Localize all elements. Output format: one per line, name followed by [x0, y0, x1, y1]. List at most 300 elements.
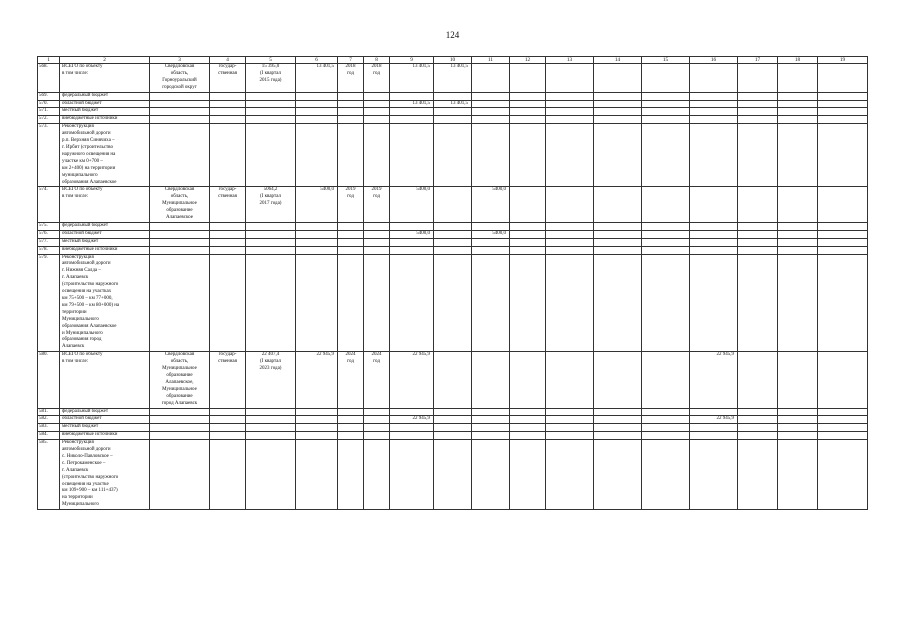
table-cell [594, 254, 642, 352]
table-cell [338, 230, 364, 238]
table-cell [390, 238, 434, 246]
table-cell [818, 440, 868, 510]
table-cell [594, 432, 642, 440]
table-cell: Свердловская область, Муниципальное образование Алапаевское [150, 187, 210, 223]
table-cell [434, 246, 472, 254]
table-cell: 13 401,5 [390, 64, 434, 93]
table-cell [738, 124, 778, 187]
table-cell [594, 246, 642, 254]
header-cell: 19 [818, 57, 868, 64]
table-cell [364, 408, 390, 416]
table-cell [546, 352, 594, 408]
table-cell [642, 408, 690, 416]
table-row [38, 108, 868, 116]
table-cell [594, 100, 642, 108]
table-cell [546, 108, 594, 116]
table-cell [690, 100, 738, 108]
table-cell [738, 254, 778, 352]
table-cell: 22 945,9 [390, 416, 434, 424]
table-cell [510, 424, 546, 432]
table-cell [472, 424, 510, 432]
table-cell [390, 440, 434, 510]
table-cell [510, 100, 546, 108]
table-cell: 5400,0 [296, 187, 338, 223]
table-cell [246, 246, 296, 254]
table-row [38, 187, 868, 223]
row-number-cell: 582. [38, 416, 60, 424]
header-cell: 17 [738, 57, 778, 64]
table-cell [364, 416, 390, 424]
table-cell [364, 100, 390, 108]
row-label-cell: областной бюджет [60, 416, 150, 424]
table-row [38, 124, 868, 187]
table-cell: 22 945,9 [690, 352, 738, 408]
table-cell [338, 108, 364, 116]
table-cell [738, 187, 778, 223]
header-cell: 14 [594, 57, 642, 64]
row-number-cell: 575. [38, 222, 60, 230]
table-cell [246, 440, 296, 510]
table-cell [778, 230, 818, 238]
table-cell [472, 124, 510, 187]
table-cell [818, 222, 868, 230]
table-cell [390, 246, 434, 254]
table-cell [364, 108, 390, 116]
header-cell: 4 [210, 57, 246, 64]
table-cell [510, 64, 546, 93]
table-cell [434, 432, 472, 440]
table-cell [246, 416, 296, 424]
table-cell [472, 416, 510, 424]
table-cell [818, 246, 868, 254]
header-cell: 1 [38, 57, 60, 64]
table-cell [738, 238, 778, 246]
table-cell: 5400,0 [390, 230, 434, 238]
table-cell [338, 432, 364, 440]
row-number-cell: 569. [38, 92, 60, 100]
row-label-cell: местный бюджет [60, 238, 150, 246]
table-cell [546, 254, 594, 352]
table-cell [150, 408, 210, 416]
table-cell: 2024 год [364, 352, 390, 408]
table-cell [778, 124, 818, 187]
table-cell [738, 408, 778, 416]
table-cell: 15 395,0 (I квартал 2015 года) [246, 64, 296, 93]
table-cell [642, 416, 690, 424]
table-cell [210, 124, 246, 187]
table-cell: 5064,2 (I квартал 2017 года) [246, 187, 296, 223]
table-cell [690, 440, 738, 510]
row-label-cell: внебюджетные источники [60, 246, 150, 254]
table-cell: 13 401,5 [296, 64, 338, 93]
table-cell [472, 222, 510, 230]
table-cell [546, 246, 594, 254]
table-cell [434, 124, 472, 187]
table-cell [738, 108, 778, 116]
table-cell: 2019 год [364, 187, 390, 223]
table-cell [690, 108, 738, 116]
table-cell [642, 246, 690, 254]
table-cell [246, 92, 296, 100]
row-label-cell: федеральный бюджет [60, 92, 150, 100]
page-number: 124 [445, 30, 460, 40]
table-cell [546, 124, 594, 187]
table-cell [338, 416, 364, 424]
table-cell: 13 401,5 [390, 100, 434, 108]
header-cell: 16 [690, 57, 738, 64]
table-cell [338, 92, 364, 100]
table-cell [246, 222, 296, 230]
table-cell [296, 92, 338, 100]
table-cell [738, 116, 778, 124]
table-cell [296, 222, 338, 230]
header-cell: 2 [60, 57, 150, 64]
table-cell [150, 254, 210, 352]
table-cell [778, 352, 818, 408]
table-cell: 22 945,9 [296, 352, 338, 408]
table-cell [510, 187, 546, 223]
table-cell [150, 116, 210, 124]
table-cell: государ- ственная [210, 187, 246, 223]
table-cell [296, 416, 338, 424]
table-cell [338, 246, 364, 254]
table-cell [246, 424, 296, 432]
header-cell: 13 [546, 57, 594, 64]
table-cell [510, 254, 546, 352]
table-row [38, 92, 868, 100]
table-cell [818, 416, 868, 424]
table-cell [594, 116, 642, 124]
table-cell [738, 222, 778, 230]
table-cell [778, 116, 818, 124]
row-label-cell: Реконструкция автомобильной дороги р.п. Верхняя Синячиха – г. Ирбит (строительство наружного освещения на участке км 0+700 – км 2+400) на территории муниципального образования Алапаевское [60, 124, 150, 187]
table-cell [642, 116, 690, 124]
table-cell [510, 440, 546, 510]
table-cell [210, 432, 246, 440]
row-number-cell: 573. [38, 124, 60, 187]
table-cell [510, 238, 546, 246]
row-label-cell: ВСЕГО по объекту в том числе: [60, 187, 150, 223]
table-cell [690, 230, 738, 238]
table-cell [364, 424, 390, 432]
table-cell [296, 124, 338, 187]
table-row [38, 64, 868, 93]
table-cell: 22 945,9 [390, 352, 434, 408]
table-cell [642, 64, 690, 93]
table-cell [210, 222, 246, 230]
table-cell [434, 92, 472, 100]
table-cell [642, 187, 690, 223]
table-cell [338, 116, 364, 124]
table-cell [364, 230, 390, 238]
table-cell [338, 124, 364, 187]
table-cell [778, 254, 818, 352]
table-cell [778, 100, 818, 108]
table-cell [364, 92, 390, 100]
row-label-cell: ВСЕГО по объекту в том числе: [60, 64, 150, 93]
table-cell [642, 124, 690, 187]
table-cell [642, 424, 690, 432]
table-cell [818, 254, 868, 352]
table-cell [546, 92, 594, 100]
table-cell [150, 230, 210, 238]
table-cell [296, 100, 338, 108]
table-row [38, 254, 868, 352]
table-cell [818, 108, 868, 116]
header-cell: 18 [778, 57, 818, 64]
table-cell [594, 92, 642, 100]
header-cell: 3 [150, 57, 210, 64]
table-cell [364, 238, 390, 246]
table-cell [510, 352, 546, 408]
row-label-cell: областной бюджет [60, 230, 150, 238]
table-cell: 22 945,9 [690, 416, 738, 424]
row-number-cell: 580. [38, 352, 60, 408]
table-cell [546, 416, 594, 424]
row-number-cell: 570. [38, 100, 60, 108]
table-cell [210, 254, 246, 352]
table-cell [738, 352, 778, 408]
row-label-cell: Реконструкция автомобильной дороги с. Николо-Павловское – с. Петрокаменское – г. Алапаевск (строительство наружного освещения на участке км 109+900 – км 111+437) на территории Муниципального [60, 440, 150, 510]
table-cell [594, 408, 642, 416]
table-cell [642, 108, 690, 116]
table-cell [818, 92, 868, 100]
header-cell: 7 [338, 57, 364, 64]
table-cell: 2018 год [364, 64, 390, 93]
table-cell [246, 408, 296, 416]
table-cell [738, 416, 778, 424]
table-cell [150, 246, 210, 254]
table-cell [546, 408, 594, 416]
table-cell [246, 100, 296, 108]
table-cell [150, 100, 210, 108]
table-cell [296, 230, 338, 238]
table-cell [778, 432, 818, 440]
table-row [38, 352, 868, 408]
table-cell [510, 408, 546, 416]
table-cell [738, 424, 778, 432]
table-cell [690, 222, 738, 230]
header-cell: 10 [434, 57, 472, 64]
table-row [38, 116, 868, 124]
table-cell [364, 124, 390, 187]
table-cell [738, 92, 778, 100]
table-cell: Свердловская область, Муниципальное образование Алапаевское, Муниципальное образование город Алапаевск [150, 352, 210, 408]
table-cell [778, 92, 818, 100]
table-cell [434, 416, 472, 424]
table-cell [434, 108, 472, 116]
table-cell [210, 416, 246, 424]
table-cell [818, 352, 868, 408]
table-cell [818, 424, 868, 432]
table-cell [246, 108, 296, 116]
table-cell [778, 424, 818, 432]
table-cell [546, 222, 594, 230]
table-cell [390, 124, 434, 187]
table-cell [364, 116, 390, 124]
row-number-cell: 568. [38, 64, 60, 93]
table-row [38, 432, 868, 440]
table-cell [246, 238, 296, 246]
table-cell [390, 108, 434, 116]
table-cell [738, 230, 778, 238]
header-cell: 9 [390, 57, 434, 64]
row-label-cell: внебюджетные источники [60, 432, 150, 440]
table-cell [338, 440, 364, 510]
row-label-cell: местный бюджет [60, 108, 150, 116]
table-cell [546, 432, 594, 440]
row-number-cell: 584. [38, 432, 60, 440]
row-number-cell: 576. [38, 230, 60, 238]
table-cell: 5400,0 [472, 187, 510, 223]
table-cell [778, 64, 818, 93]
header-cell: 12 [510, 57, 546, 64]
table-cell [510, 108, 546, 116]
table-cell [594, 440, 642, 510]
header-cell: 11 [472, 57, 510, 64]
table-cell [642, 230, 690, 238]
table-cell [390, 92, 434, 100]
table-cell [472, 108, 510, 116]
table-cell [390, 254, 434, 352]
table-cell [434, 116, 472, 124]
table-cell: государ- ственная [210, 64, 246, 93]
table-cell [472, 246, 510, 254]
table-cell [210, 116, 246, 124]
table-cell [150, 424, 210, 432]
table-cell [150, 238, 210, 246]
table-cell: Свердловская область, Горноуральский городской округ [150, 64, 210, 93]
table-cell [296, 238, 338, 246]
table-cell [150, 124, 210, 187]
row-label-cell: внебюджетные источники [60, 116, 150, 124]
table-cell [434, 222, 472, 230]
table-cell [434, 408, 472, 416]
table-cell [364, 246, 390, 254]
table-cell [338, 254, 364, 352]
table-cell [472, 352, 510, 408]
table-cell [738, 246, 778, 254]
table-cell [642, 222, 690, 230]
table-row [38, 424, 868, 432]
table-cell [642, 440, 690, 510]
table-cell: 22 407,4 (I квартал 2023 года) [246, 352, 296, 408]
table-cell [434, 254, 472, 352]
table-cell [510, 416, 546, 424]
row-label-cell: местный бюджет [60, 424, 150, 432]
row-number-cell: 577. [38, 238, 60, 246]
table-header-row [38, 57, 868, 64]
table-cell [690, 116, 738, 124]
table-cell [778, 416, 818, 424]
table-cell [364, 440, 390, 510]
row-number-cell: 571. [38, 108, 60, 116]
table-cell [690, 408, 738, 416]
table-cell [472, 408, 510, 416]
table-cell [738, 100, 778, 108]
table-cell [150, 416, 210, 424]
table-cell [296, 116, 338, 124]
table-cell [338, 100, 364, 108]
table-cell [594, 230, 642, 238]
table-cell: 2024 год [338, 352, 364, 408]
budget-table [37, 56, 868, 510]
table-cell [818, 100, 868, 108]
table-cell [246, 124, 296, 187]
table-cell [210, 424, 246, 432]
table-cell [642, 432, 690, 440]
table-cell [472, 116, 510, 124]
table-cell [642, 254, 690, 352]
table-cell [594, 238, 642, 246]
table-cell [642, 100, 690, 108]
table-cell [296, 108, 338, 116]
table-cell [594, 352, 642, 408]
table-cell [150, 108, 210, 116]
header-cell: 5 [246, 57, 296, 64]
table-cell [210, 100, 246, 108]
table-row [38, 246, 868, 254]
table-cell [546, 64, 594, 93]
table-cell [818, 238, 868, 246]
table-cell [546, 238, 594, 246]
table-cell [778, 238, 818, 246]
table-cell [778, 187, 818, 223]
table-cell: 2019 год [338, 187, 364, 223]
row-number-cell: 574. [38, 187, 60, 223]
row-number-cell: 581. [38, 408, 60, 416]
table-cell [690, 187, 738, 223]
table-cell [690, 238, 738, 246]
table-cell [546, 116, 594, 124]
table-cell [296, 246, 338, 254]
table-row [38, 440, 868, 510]
header-cell: 15 [642, 57, 690, 64]
table-cell [818, 124, 868, 187]
table-cell [594, 416, 642, 424]
row-label-cell: Реконструкция автомобильной дороги г. Нижняя Салда – г. Алапаевск (строительство наружного освещения на участках км 75+500 – км 77+000, км 79+500 – км 80+000) на территории Муниципального образования Алапаевское и Муниципального образования город Алапаевск [60, 254, 150, 352]
row-number-cell: 578. [38, 246, 60, 254]
table-cell: 13 401,5 [434, 100, 472, 108]
table-cell [434, 238, 472, 246]
table-cell [434, 230, 472, 238]
table-cell [364, 254, 390, 352]
table-cell [778, 408, 818, 416]
table-cell [594, 222, 642, 230]
table-cell [778, 222, 818, 230]
table-cell [546, 424, 594, 432]
table-cell [690, 124, 738, 187]
table-cell [818, 432, 868, 440]
table-cell [338, 408, 364, 416]
table-cell [390, 222, 434, 230]
table-cell [390, 408, 434, 416]
table-cell [472, 100, 510, 108]
row-label-cell: федеральный бюджет [60, 222, 150, 230]
table-cell [296, 424, 338, 432]
table-cell [738, 432, 778, 440]
table-cell [690, 432, 738, 440]
table-cell [778, 246, 818, 254]
header-cell: 6 [296, 57, 338, 64]
table-cell [246, 254, 296, 352]
table-cell [434, 187, 472, 223]
table-cell [210, 246, 246, 254]
table-cell [690, 64, 738, 93]
table-cell [546, 440, 594, 510]
table-cell [778, 440, 818, 510]
table-cell: 5400,0 [390, 187, 434, 223]
